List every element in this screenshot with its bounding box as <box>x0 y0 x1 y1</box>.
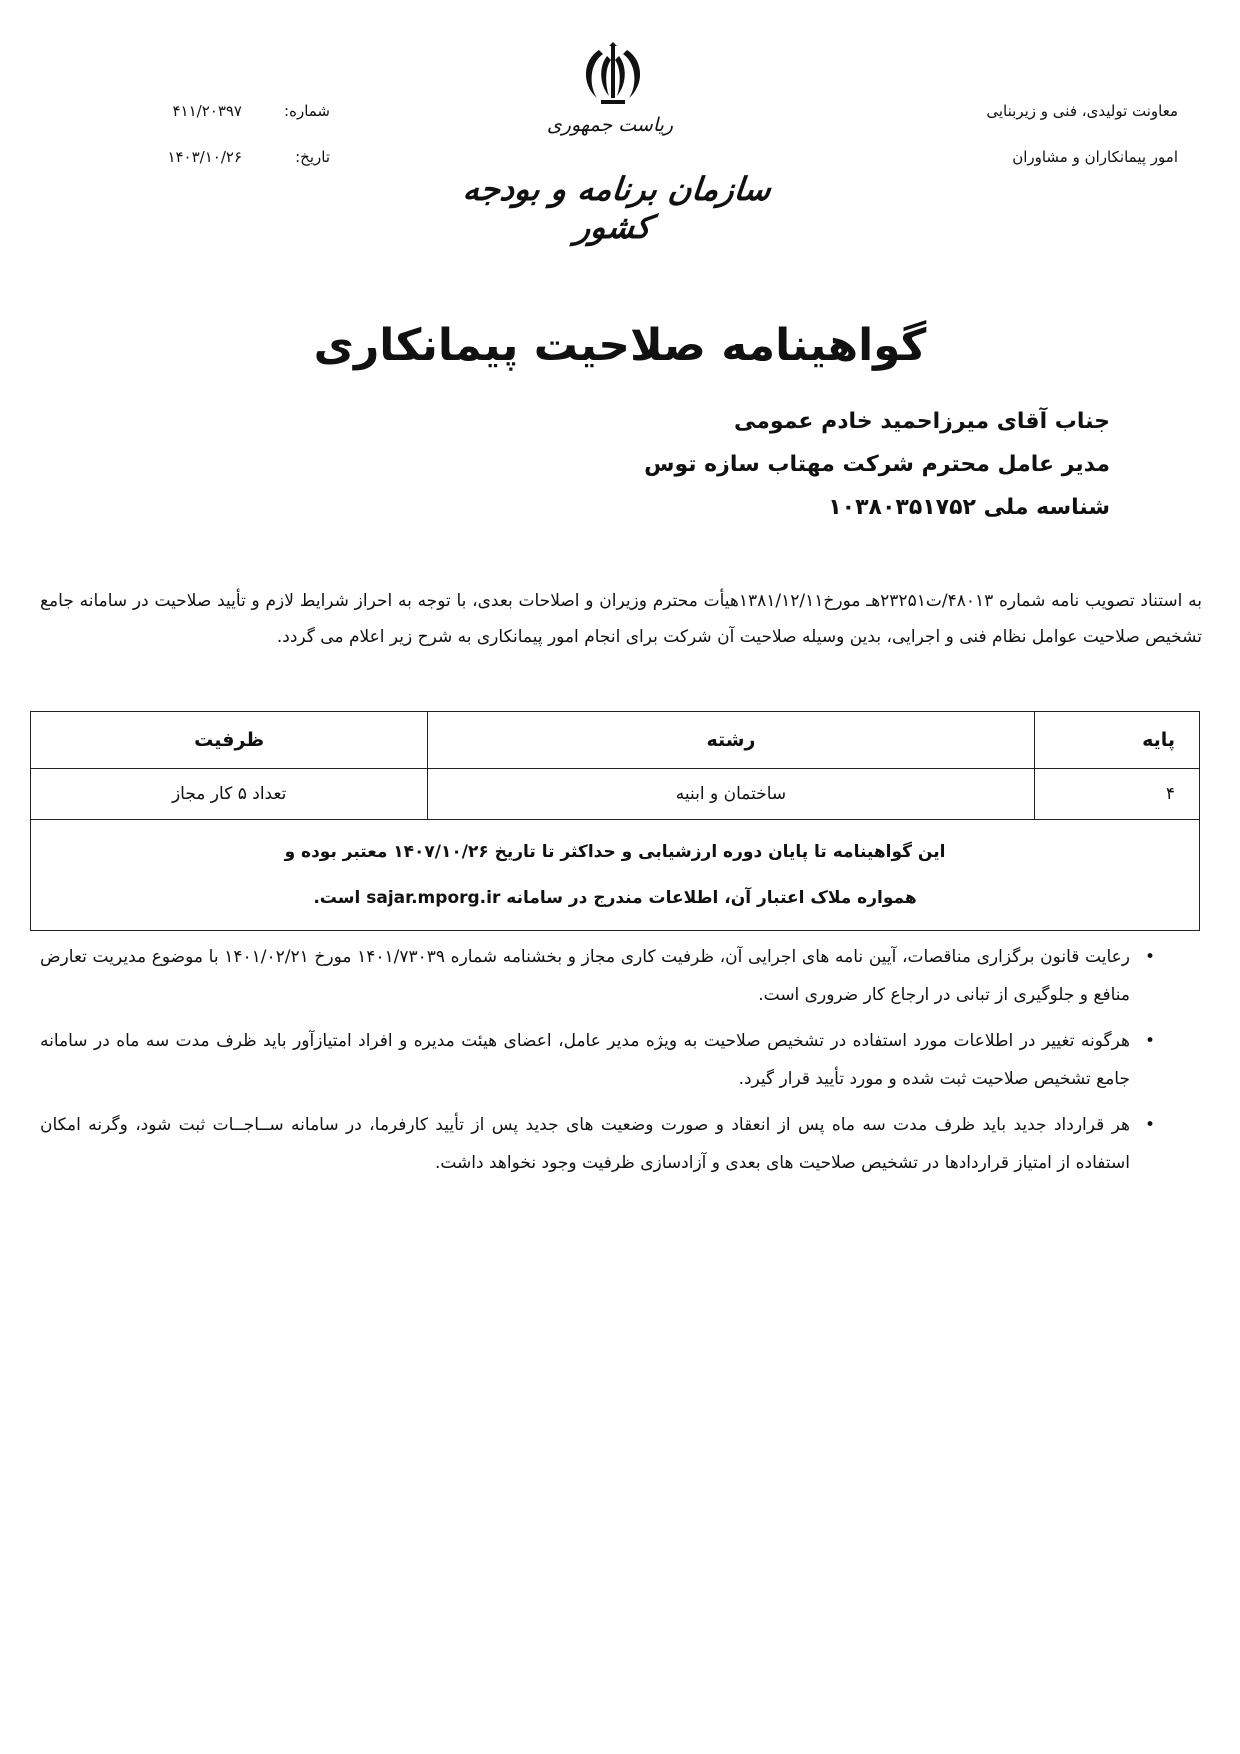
cell-field: ساختمان و ابنیه <box>428 769 1034 820</box>
date-label: تاریخ: <box>295 148 330 166</box>
org-line-2: امور پیمانکاران و مشاوران <box>1012 148 1178 166</box>
header-base: پایه <box>1034 712 1199 769</box>
addressee-position: مدیر عامل محترم شرکت مهتاب سازه توس <box>644 452 1110 477</box>
notes-list <box>40 938 1170 1190</box>
header-field: رشته <box>428 712 1034 769</box>
bullet-icon: • <box>1144 947 1156 967</box>
number-value: ۴۱۱/۲۰۳۹۷ <box>172 102 242 120</box>
presidency-text: ریاست جمهوری <box>546 114 674 136</box>
iran-emblem-icon <box>575 42 651 108</box>
date-row <box>130 134 330 180</box>
addressee-block <box>470 400 1110 529</box>
addressee-name: جناب آقای میرزاحمید خادم عمومی <box>734 409 1110 434</box>
page-title: گواهینامه صلاحیت پیمانکاری <box>313 320 927 371</box>
note-text: هر قرارداد جدید باید ظرف مدت سه ماه پس از انعقاد و صورت وضعیت های جدید پس از تأیید کارفرما، در سامانه ســاجــات ثبت شود، وگرنه امکان استفاده از امتیاز قراردادها در تشخیص صلاحیت های بعدی و آزادسازی ظرفیت وجود نخواهد داشت. <box>40 1115 1130 1173</box>
table-row <box>31 769 1200 820</box>
organization-logo-text: سازمان برنامه و بودجه کشور <box>461 170 773 246</box>
header-capacity: ظرفیت <box>31 712 428 769</box>
cell-capacity: تعداد ۵ کار مجاز <box>31 769 428 820</box>
list-item <box>40 1106 1170 1182</box>
date-value: ۱۴۰۳/۱۰/۲۶ <box>167 148 242 166</box>
note-text: رعایت قانون برگزاری مناقصات، آیین نامه های اجرایی آن، ظرفیت کاری مجاز و بخشنامه شماره ۱۴۰۱/۷۳۰۳۹ مورخ ۱۴۰۱/۰۲/۲۱ با موضوع مدیریت تعارض منافع و جلوگیری از تبانی در ارجاع کار ضروری است. <box>40 947 1130 1005</box>
qualification-table <box>30 711 1200 931</box>
number-label: شماره: <box>284 102 330 120</box>
bullet-icon: • <box>1144 1031 1156 1051</box>
reference-block <box>130 88 330 180</box>
body-paragraph: به استناد تصویب نامه شماره ۴۸۰۱۳/ت۲۳۲۵۱هـ مورخ۱۳۸۱/۱۲/۱۱هیأت محترم وزیران و اصلاحات بعدی، با توجه به احراز شرایط لازم و تأیید صلاحیت در سامانه جامع تشخیص صلاحیت عوامل نظام فنی و اجرایی، بدین وسیله صلاحیت آن شرکت برای انجام امور پیمانکاری به شرح زیر اعلام می گردد. <box>40 591 1202 647</box>
validity-cell <box>31 820 1200 931</box>
national-id: شناسه ملی ۱۰۳۸۰۳۵۱۷۵۲ <box>828 495 1110 520</box>
bullet-icon: • <box>1144 1115 1156 1135</box>
note-text: هرگونه تغییر در اطلاعات مورد استفاده در تشخیص صلاحیت به ویژه مدیر عامل، اعضای هیئت مدیره و افراد امتیازآور باید ظرف مدت سه ماه در سامانه جامع تشخیص صلاحیت ثبت شده و مورد تأیید قرار گیرد. <box>40 1031 1130 1089</box>
organization-block <box>858 88 1178 180</box>
validity-row <box>31 820 1200 931</box>
list-item <box>40 938 1170 1014</box>
number-row <box>130 88 330 134</box>
list-item <box>40 1022 1170 1098</box>
cell-base: ۴ <box>1034 769 1199 820</box>
table-header-row <box>31 712 1200 769</box>
org-line-1: معاونت تولیدی، فنی و زیربنایی <box>986 102 1178 120</box>
validity-line-1: این گواهینامه تا پایان دوره ارزشیابی و حداکثر تا تاریخ ۱۴۰۷/۱۰/۲۶ معتبر بوده و <box>284 842 946 862</box>
validity-line-2: همواره ملاک اعتبار آن، اطلاعات مندرج در سامانه sajar.mporg.ir است. <box>313 888 917 908</box>
